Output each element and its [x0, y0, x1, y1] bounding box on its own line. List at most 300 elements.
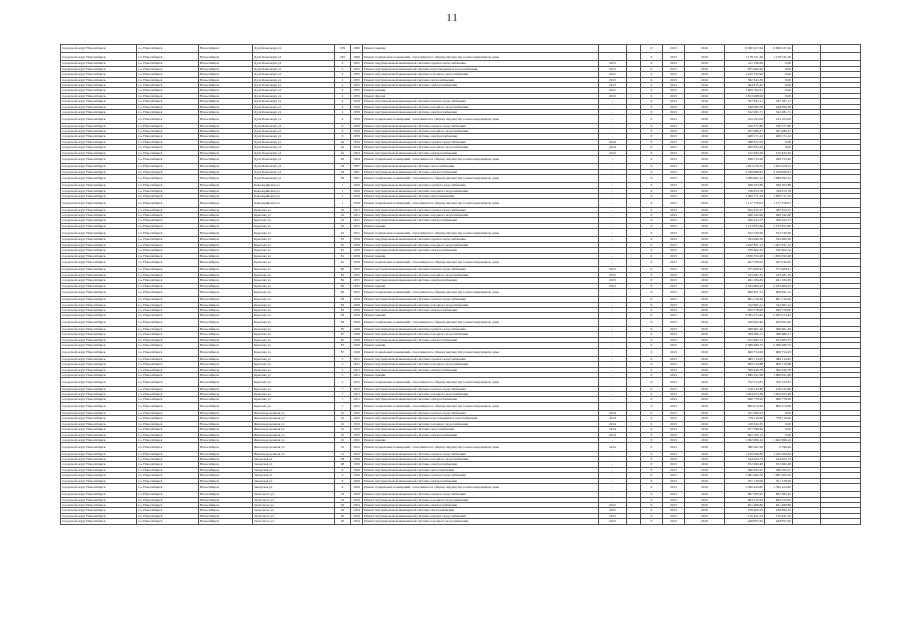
work-type-cell: Ремонт подвальных помещений, относящихся к общему имуществу в многоквартирном доме — [363, 318, 599, 326]
settlement-cell: Новосибирск — [199, 139, 253, 144]
extra-cost-1-cell — [793, 519, 821, 524]
work-type-cell: Ремонт подвальных помещений, относящихся к общему имуществу в многоквартирном доме — [363, 348, 599, 356]
city-district-cell: г.о. Новосибирск — [137, 288, 199, 296]
settlement-cell: Новосибирск — [199, 194, 253, 199]
plan-start-year-cell: 2015 — [663, 72, 685, 77]
build-year-cell: 1956 — [351, 467, 363, 472]
plan-start-year-cell: 2015 — [663, 283, 685, 288]
house-number-cell: 10 — [335, 218, 351, 223]
fund-cost-cell: 778 110,00 — [765, 416, 793, 421]
total-cost-cell: 602 165,12 — [725, 432, 765, 437]
build-year-cell: 1951 — [351, 391, 363, 396]
okrug-cell: городской округ Новосибирск — [61, 199, 137, 207]
fund-cost-cell: 860 474,96 — [765, 402, 793, 410]
blank-cell — [627, 519, 641, 524]
settlement-cell: Новосибирск — [199, 513, 253, 518]
last-repair-year-cell — [599, 53, 627, 61]
fund-cost-cell: 1 896 611,98 — [765, 372, 793, 377]
plan-end-year-cell: 2016 — [685, 259, 725, 267]
settlement-cell: Новосибирск — [199, 519, 253, 524]
work-type-cell: Ремонт внутридомовой инженерной системы холодного водоснабжения — [363, 302, 599, 307]
okrug-cell: городской округ Новосибирск — [61, 145, 137, 150]
work-type-cell: Ремонт внутридомовой инженерной системы горячего водоснабжения — [363, 451, 599, 456]
settlement-cell: Новосибирск — [199, 145, 253, 150]
blank-cell — [627, 199, 641, 207]
settlement-cell: Новосибирск — [199, 356, 253, 361]
settlement-cell: Новосибирск — [199, 72, 253, 77]
extra-cost-1-cell — [793, 378, 821, 386]
build-year-cell: 1956 — [351, 497, 363, 502]
fund-cost-cell: 861 216,29 — [765, 297, 793, 302]
settlement-cell: Новосибирск — [199, 432, 253, 437]
house-number-cell: 10 — [335, 432, 351, 437]
okrug-cell: городской округ Новосибирск — [61, 332, 137, 337]
fund-cost-cell: 960 778,20 — [765, 397, 793, 402]
okrug-cell: городской округ Новосибирск — [61, 237, 137, 242]
build-year-cell: 1954 — [351, 139, 363, 144]
house-number-cell: 2 — [335, 77, 351, 82]
settlement-cell: Новосибирск — [199, 402, 253, 410]
okrug-cell: городской округ Новосибирск — [61, 462, 137, 467]
city-district-cell: г.о. Новосибирск — [137, 169, 199, 174]
plan-start-year-cell: 2015 — [663, 313, 685, 318]
plan-start-year-cell: 2015 — [663, 259, 685, 267]
city-district-cell: г.о. Новосибирск — [137, 229, 199, 237]
total-cost-cell: 411 556,64 — [725, 61, 765, 66]
plan-start-year-cell: 2015 — [663, 207, 685, 212]
house-number-cell: 16 — [335, 492, 351, 497]
plan-end-year-cell: 2016 — [685, 145, 725, 150]
plan-end-year-cell: 2016 — [685, 519, 725, 524]
last-repair-year-cell: - — [599, 478, 627, 483]
plan-start-year-cell: 2015 — [663, 150, 685, 155]
plan-end-year-cell: 2016 — [685, 61, 725, 66]
plan-start-year-cell: 2015 — [663, 391, 685, 396]
city-district-cell: г.о. Новосибирск — [137, 259, 199, 267]
okrug-cell: городской округ Новосибирск — [61, 337, 137, 342]
plan-start-year-cell: 2015 — [663, 218, 685, 223]
work-type-cell: Ремонт крыши — [363, 437, 599, 442]
street-cell: Дуси Ковальчук ул — [253, 139, 335, 144]
extra-cost-2-cell — [821, 484, 861, 492]
build-year-cell: 1959 — [351, 129, 363, 134]
table-row — [61, 519, 861, 524]
city-district-cell: г.о. Новосибирск — [137, 207, 199, 212]
okrug-cell: городской округ Новосибирск — [61, 223, 137, 228]
work-type-cell: Ремонт внутридомовой инженерной системы холодного водоснабжения — [363, 213, 599, 218]
work-type-cell: Ремонт внутридомовой инженерной системы горячего водоснабжения — [363, 297, 599, 302]
city-district-cell: г.о. Новосибирск — [137, 175, 199, 183]
plan-start-year-cell: 2015 — [663, 272, 685, 277]
last-repair-year-cell: 2015 — [599, 508, 627, 513]
last-repair-year-cell: 2015 — [599, 72, 627, 77]
plan-start-year-cell: 2015 — [663, 397, 685, 402]
build-year-cell: 1949 — [351, 337, 363, 342]
last-repair-year-cell: - — [599, 229, 627, 237]
okrug-cell: городской округ Новосибирск — [61, 410, 137, 415]
house-number-cell: 48 — [335, 456, 351, 461]
plan-start-year-cell: 2015 — [663, 83, 685, 88]
work-type-cell: Ремонт подвальных помещений, относящихся к общему имуществу в многоквартирном доме — [363, 115, 599, 123]
work-type-cell: Ремонт подвальных помещений, относящихся к общему имуществу в многоквартирном доме — [363, 288, 599, 296]
last-repair-year-cell: 2015 — [599, 83, 627, 88]
fund-cost-cell: 0,00 — [765, 72, 793, 77]
last-repair-year-cell: - — [599, 356, 627, 361]
build-year-cell: 1954 — [351, 503, 363, 508]
house-number-cell: 7 — [335, 397, 351, 402]
work-type-cell: Ремонт внутридомовой инженерной системы холодного водоснабжения — [363, 456, 599, 461]
extra-cost-2-cell — [821, 402, 861, 410]
city-district-cell: г.о. Новосибирск — [137, 110, 199, 115]
house-number-cell: 83 — [335, 313, 351, 318]
flag-cell: 0 — [641, 53, 663, 61]
plan-start-year-cell: 2015 — [663, 386, 685, 391]
house-number-cell: 20 — [335, 513, 351, 518]
fund-cost-cell: 897 383,45 — [765, 492, 793, 497]
last-repair-year-cell: - — [599, 307, 627, 312]
city-district-cell: г.о. Новосибирск — [137, 348, 199, 356]
fund-cost-cell: 669 831,31 — [765, 288, 793, 296]
okrug-cell: городской округ Новосибирск — [61, 513, 137, 518]
street-cell: Крылова ул — [253, 372, 335, 377]
plan-start-year-cell: 2015 — [663, 462, 685, 467]
fund-cost-cell: 748 613,78 — [765, 188, 793, 193]
flag-cell: 0 — [641, 283, 663, 288]
fund-cost-cell: 489 114,95 — [765, 356, 793, 361]
work-type-cell: Ремонт внутридомовой инженерной системы электроснабжения — [363, 503, 599, 508]
last-repair-year-cell: 2014 — [599, 145, 627, 150]
work-type-cell: Ремонт внутридомовой инженерной системы холодного водоснабжения — [363, 242, 599, 247]
work-type-cell: Ремонт внутридомовой инженерной системы электроснабжения — [363, 169, 599, 174]
city-district-cell: г.о. Новосибирск — [137, 318, 199, 326]
okrug-cell: городской округ Новосибирск — [61, 348, 137, 356]
fund-cost-cell: 4 108 998,81 — [765, 169, 793, 174]
flag-cell: 0 — [641, 267, 663, 272]
street-cell: Железнодорожная ул — [253, 416, 335, 421]
plan-start-year-cell: 2015 — [663, 223, 685, 228]
work-type-cell: Ремонт крыши — [363, 372, 599, 377]
plan-end-year-cell: 2016 — [685, 77, 725, 82]
fund-cost-cell: 0,00 — [765, 139, 793, 144]
okrug-cell: городской округ Новосибирск — [61, 278, 137, 283]
fund-cost-cell: 396 263,27 — [765, 467, 793, 472]
work-type-cell: Ремонт внутридомовой инженерной системы холодного водоснабжения — [363, 104, 599, 109]
total-cost-cell: 860 474,96 — [725, 402, 765, 410]
total-cost-cell: 1 117 378,01 — [725, 199, 765, 207]
plan-start-year-cell: 2015 — [663, 343, 685, 348]
city-district-cell: г.о. Новосибирск — [137, 88, 199, 93]
settlement-cell: Новосибирск — [199, 248, 253, 253]
last-repair-year-cell: - — [599, 343, 627, 348]
total-cost-cell: 1 047 831,12 — [725, 242, 765, 247]
plan-end-year-cell: 2016 — [685, 367, 725, 372]
fund-cost-cell: 0,00 — [765, 61, 793, 66]
settlement-cell: Новосибирск — [199, 278, 253, 283]
settlement-cell: Новосибирск — [199, 297, 253, 302]
total-cost-cell: 526 377,80 — [725, 123, 765, 128]
plan-end-year-cell: 2016 — [685, 156, 725, 164]
total-cost-cell: 392 452,27 — [725, 207, 765, 212]
fund-cost-cell: 0,00 — [765, 427, 793, 432]
build-year-cell: 1959 — [351, 259, 363, 267]
okrug-cell: городской округ Новосибирск — [61, 88, 137, 93]
build-year-cell: 1955 — [351, 61, 363, 66]
last-repair-year-cell: - — [599, 223, 627, 228]
last-repair-year-cell: - — [599, 456, 627, 461]
flag-cell: 0 — [641, 297, 663, 302]
total-cost-cell: 1 390 424,82 — [725, 484, 765, 492]
settlement-cell: Новосибирск — [199, 259, 253, 267]
flag-cell: 0 — [641, 302, 663, 307]
street-cell: Заводская ул — [253, 456, 335, 461]
street-cell: Крылова ул — [253, 397, 335, 402]
fund-cost-cell: 448 990,58 — [765, 104, 793, 109]
total-cost-cell: 1 609 764,21 — [725, 88, 765, 93]
plan-start-year-cell: 2015 — [663, 164, 685, 169]
street-cell: Железнодорожная ул — [253, 437, 335, 442]
plan-start-year-cell: 2015 — [663, 297, 685, 302]
plan-start-year-cell: 2015 — [663, 508, 685, 513]
street-cell: Дуси Ковальчук ул — [253, 123, 335, 128]
fund-cost-cell: 659 778,00 — [765, 307, 793, 312]
extra-cost-2-cell — [821, 53, 861, 61]
house-number-cell: 81 — [335, 237, 351, 242]
house-number-cell: 82 — [335, 267, 351, 272]
settlement-cell: Новосибирск — [199, 237, 253, 242]
house-number-cell: 10 — [335, 229, 351, 237]
okrug-cell: городской округ Новосибирск — [61, 66, 137, 71]
build-year-cell: 1955 — [351, 278, 363, 283]
house-number-cell: 1 — [335, 183, 351, 188]
flag-cell: 0 — [641, 443, 663, 451]
fund-cost-cell: 2 388 486,75 — [765, 343, 793, 348]
plan-start-year-cell: 2015 — [663, 194, 685, 199]
flag-cell: 0 — [641, 307, 663, 312]
fund-cost-cell: 1 081 400,56 — [765, 473, 793, 478]
plan-start-year-cell: 2015 — [663, 367, 685, 372]
plan-end-year-cell: 2016 — [685, 175, 725, 183]
last-repair-year-cell: - — [599, 213, 627, 218]
flag-cell: 0 — [641, 519, 663, 524]
fund-cost-cell: 238 660,33 — [765, 508, 793, 513]
flag-cell: 0 — [641, 115, 663, 123]
flag-cell: 0 — [641, 156, 663, 164]
work-type-cell: Ремонт внутридомовой инженерной системы горячего водоснабжения — [363, 326, 599, 331]
street-cell: Дуси Ковальчук ул — [253, 104, 335, 109]
city-district-cell: г.о. Новосибирск — [137, 508, 199, 513]
plan-end-year-cell: 2016 — [685, 218, 725, 223]
plan-start-year-cell: 2015 — [663, 53, 685, 61]
settlement-cell: Новосибирск — [199, 283, 253, 288]
settlement-cell: Новосибирск — [199, 348, 253, 356]
work-type-cell: Ремонт подвальных помещений, относящихся к общему имуществу в многоквартирном доме — [363, 175, 599, 183]
plan-end-year-cell: 2016 — [685, 378, 725, 386]
city-district-cell: г.о. Новосибирск — [137, 337, 199, 342]
okrug-cell: городской округ Новосибирск — [61, 478, 137, 483]
okrug-cell: городской округ Новосибирск — [61, 242, 137, 247]
fund-cost-cell: 701 178,00 — [765, 478, 793, 483]
settlement-cell: Новосибирск — [199, 188, 253, 193]
fund-cost-cell: 176 441,52 — [765, 513, 793, 518]
flag-cell: 0 — [641, 164, 663, 169]
settlement-cell: Новосибирск — [199, 332, 253, 337]
blank-cell — [627, 115, 641, 123]
build-year-cell: 1956 — [351, 473, 363, 478]
okrug-cell: городской округ Новосибирск — [61, 283, 137, 288]
plan-end-year-cell: 2016 — [685, 437, 725, 442]
plan-start-year-cell: 2015 — [663, 139, 685, 144]
work-type-cell: Ремонт внутридомовой инженерной системы холодного водоснабжения — [363, 129, 599, 134]
plan-end-year-cell: 2016 — [685, 337, 725, 342]
house-number-cell: 63 — [335, 169, 351, 174]
house-number-cell: 82 — [335, 278, 351, 283]
work-type-cell: Ремонт внутридомовой инженерной системы водоотведения и водоснабжения — [363, 416, 599, 421]
extra-cost-1-cell — [793, 288, 821, 296]
okrug-cell: городской округ Новосибирск — [61, 53, 137, 61]
house-number-cell: 16 — [335, 497, 351, 502]
fund-cost-cell: 368 661,26 — [765, 326, 793, 331]
street-cell: Дуси Ковальчук ул — [253, 134, 335, 139]
street-cell: Дуси Ковальчук ул — [253, 53, 335, 61]
okrug-cell: городской округ Новосибирск — [61, 451, 137, 456]
flag-cell: 0 — [641, 72, 663, 77]
plan-end-year-cell: 2016 — [685, 427, 725, 432]
flag-cell: 0 — [641, 88, 663, 93]
last-repair-year-cell: 2014 — [599, 421, 627, 426]
last-repair-year-cell: 2014 — [599, 416, 627, 421]
plan-start-year-cell: 2015 — [663, 307, 685, 312]
total-cost-cell: 927 030,02 — [725, 259, 765, 267]
extra-cost-1-cell — [793, 156, 821, 164]
plan-end-year-cell: 2016 — [685, 248, 725, 253]
flag-cell: 0 — [641, 123, 663, 128]
plan-end-year-cell: 2016 — [685, 297, 725, 302]
build-year-cell: 1956 — [351, 183, 363, 188]
plan-start-year-cell: 2015 — [663, 253, 685, 258]
street-cell: Железнодорожная ул — [253, 410, 335, 415]
flag-cell: 0 — [641, 492, 663, 497]
street-cell: Крылова ул — [253, 272, 335, 277]
work-type-cell: Ремонт внутридомовой инженерной системы холодного водоснабжения — [363, 272, 599, 277]
okrug-cell: городской округ Новосибирск — [61, 378, 137, 386]
fund-cost-cell: 0,00 — [765, 432, 793, 437]
house-number-cell: 2 — [335, 83, 351, 88]
house-number-cell: 82 — [335, 283, 351, 288]
city-district-cell: г.о. Новосибирск — [137, 218, 199, 223]
extra-cost-2-cell — [821, 229, 861, 237]
city-district-cell: г.о. Новосибирск — [137, 451, 199, 456]
flag-cell: 0 — [641, 378, 663, 386]
total-cost-cell: 701 178,00 — [725, 478, 765, 483]
total-cost-cell: 367 089,37 — [725, 129, 765, 134]
okrug-cell: городской округ Новосибирск — [61, 288, 137, 296]
work-type-cell: Ремонт внутридомовой инженерной системы горячего водоснабжения — [363, 410, 599, 415]
flag-cell: 0 — [641, 503, 663, 508]
extra-cost-2-cell — [821, 175, 861, 183]
build-year-cell: 1951 — [351, 386, 363, 391]
last-repair-year-cell: - — [599, 194, 627, 199]
city-district-cell: г.о. Новосибирск — [137, 313, 199, 318]
okrug-cell: городской округ Новосибирск — [61, 508, 137, 513]
fund-cost-cell: 568 503,89 — [765, 183, 793, 188]
house-number-cell: 87 — [335, 337, 351, 342]
last-repair-year-cell: - — [599, 386, 627, 391]
flag-cell: 0 — [641, 348, 663, 356]
okrug-cell: городской округ Новосибирск — [61, 207, 137, 212]
okrug-cell: городской округ Новосибирск — [61, 213, 137, 218]
work-type-cell: Ремонт внутридомовой инженерной системы теплоснабжения — [363, 427, 599, 432]
total-cost-cell: 482 812,22 — [725, 145, 765, 150]
street-cell: Крылова ул — [253, 326, 335, 331]
extra-cost-1-cell — [793, 318, 821, 326]
fund-cost-cell: 468 171,22 — [765, 134, 793, 139]
okrug-cell: городской округ Новосибирск — [61, 443, 137, 451]
plan-start-year-cell: 2015 — [663, 410, 685, 415]
settlement-cell: Новосибирск — [199, 218, 253, 223]
okrug-cell: городской округ Новосибирск — [61, 267, 137, 272]
build-year-cell: 1951 — [351, 229, 363, 237]
city-district-cell: г.о. Новосибирск — [137, 83, 199, 88]
work-type-cell: Ремонт внутридомовой инженерной системы электроснабжения — [363, 478, 599, 483]
table-row — [61, 443, 861, 451]
last-repair-year-cell: 2015 — [599, 503, 627, 508]
last-repair-year-cell: - — [599, 497, 627, 502]
plan-start-year-cell: 2015 — [663, 267, 685, 272]
last-repair-year-cell: - — [599, 129, 627, 134]
plan-start-year-cell: 2015 — [663, 129, 685, 134]
last-repair-year-cell: 2015 — [599, 61, 627, 66]
house-number-cell: 9 — [335, 467, 351, 472]
okrug-cell: городской округ Новосибирск — [61, 115, 137, 123]
extra-cost-2-cell — [821, 443, 861, 451]
fund-cost-cell: 543 069,30 — [765, 237, 793, 242]
settlement-cell: Новосибирск — [199, 484, 253, 492]
settlement-cell: Новосибирск — [199, 93, 253, 98]
street-cell: Крылова ул — [253, 297, 335, 302]
plan-end-year-cell: 2016 — [685, 386, 725, 391]
plan-end-year-cell: 2016 — [685, 443, 725, 451]
street-cell: Крылова ул — [253, 259, 335, 267]
flag-cell: 0 — [641, 253, 663, 258]
flag-cell: 0 — [641, 427, 663, 432]
work-type-cell: Ремонт крыши — [363, 223, 599, 228]
street-cell: Крылова ул — [253, 348, 335, 356]
flag-cell: 0 — [641, 129, 663, 134]
plan-start-year-cell: 2015 — [663, 492, 685, 497]
settlement-cell: Новосибирск — [199, 183, 253, 188]
settlement-cell: Новосибирск — [199, 467, 253, 472]
house-number-cell: 4 — [335, 115, 351, 123]
house-number-cell: 87 — [335, 332, 351, 337]
total-cost-cell: 368 661,26 — [725, 326, 765, 331]
work-type-cell: Ремонт внутридомовой инженерной системы теплоснабжения — [363, 164, 599, 169]
house-number-cell: 6а — [335, 139, 351, 144]
fund-cost-cell: 298 723,20 — [765, 156, 793, 164]
flag-cell: 0 — [641, 188, 663, 193]
work-type-cell: Ремонт внутридомовой инженерной системы горячего водоснабжения — [363, 513, 599, 518]
total-cost-cell: 543 069,30 — [725, 237, 765, 242]
flag-cell: 0 — [641, 99, 663, 104]
extra-cost-2-cell — [821, 288, 861, 296]
total-cost-cell: 877 586,66 — [725, 427, 765, 432]
flag-cell: 0 — [641, 391, 663, 396]
total-cost-cell: 366 424,77 — [725, 218, 765, 223]
last-repair-year-cell: - — [599, 199, 627, 207]
fund-cost-cell: 1 123 853,60 — [765, 223, 793, 228]
flag-cell: 0 — [641, 229, 663, 237]
okrug-cell: городской округ Новосибирск — [61, 164, 137, 169]
work-type-cell: Ремонт внутридомовой инженерной системы горячего водоснабжения — [363, 61, 599, 66]
